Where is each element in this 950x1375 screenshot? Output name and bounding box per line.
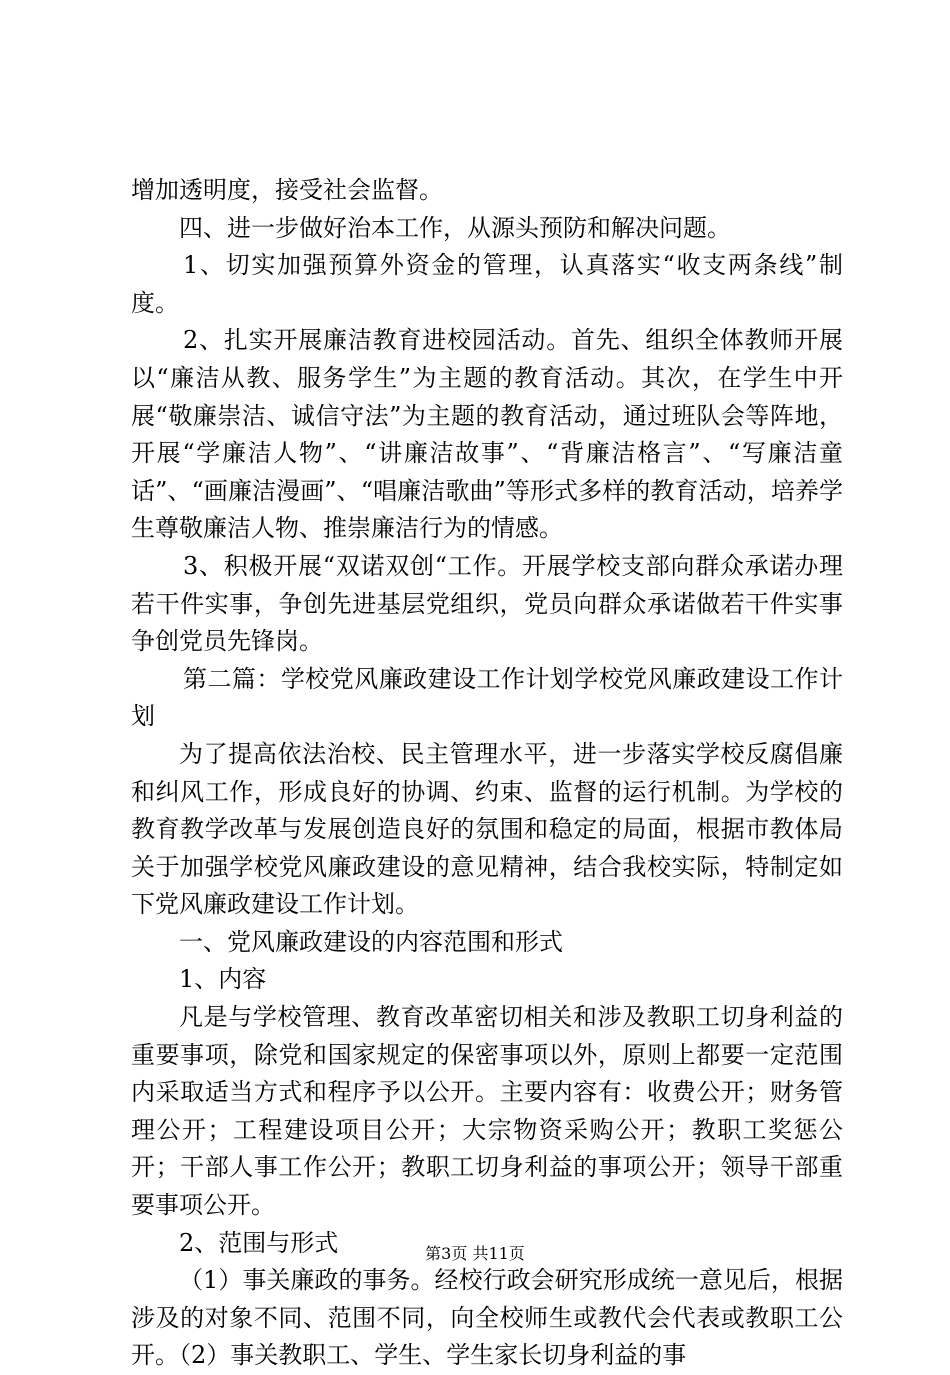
paragraph-item-1: 1、切实加强预算外资金的管理，认真落实“收支两条线”制度。	[131, 251, 843, 317]
page-number: 第3页 共11页	[425, 1244, 525, 1263]
subheading-scope: 2、范围与形式	[179, 1228, 339, 1257]
section-heading-4: 四、进一步做好治本工作，从源头预防和解决问题。	[179, 213, 731, 242]
paragraph-item-3: 3、积极开展“双诺双创“工作。开展学校支部向群众承诺办理若干件实事，争创先进基层党组织，党员向群众承诺做若干件实事争创党员先锋岗。	[131, 551, 843, 656]
paragraph-item-2: 2、扎实开展廉洁教育进校园活动。首先、组织全体教师开展以“廉洁从教、服务学生”为主题的教育活动。其次，在学生中开展“敬廉崇洁、诚信守法”为主题的教育活动，通过班队会等阵地，开展“学廉洁人物”、“讲廉洁故事”、“背廉洁格言”、“写廉洁童话”、“画廉洁漫画”、“唱廉洁歌曲”等形式多样的教育活动，培养学生尊敬廉洁人物、推崇廉洁行为的情感。	[131, 326, 843, 543]
paragraph-content: 凡是与学校管理、教育改革密切相关和涉及教职工切身利益的重要事项，除党和国家规定的保密事项以外，原则上都要一定范围内采取适当方式和程序予以公开。主要内容有：收费公开；财务管理公开；工程建设项目公开；大宗物资采购公开；教职工奖惩公开；干部人事工作公开；教职工切身利益的事项公开；领导干部重要事项公开。	[131, 1003, 843, 1220]
paragraph-continuation: 增加透明度，接受社会监督。	[131, 176, 443, 204]
section-heading-1: 一、党风廉政建设的内容范围和形式	[179, 927, 563, 956]
paragraph-scope: （1）事关廉政的事务。经校行政会研究形成统一意见后，根据涉及的对象不同、范围不同，向全校师生或教代会代表或教职工公开。（2）事关教职工、学生、学生家长切身利益的事	[131, 1266, 843, 1370]
chapter-title: 第二篇：学校党风廉政建设工作计划学校党风廉政建设工作计划	[131, 664, 843, 731]
paragraph-intro: 为了提高依法治校、民主管理水平，进一步落实学校反腐倡廉和纠风工作，形成良好的协调、约束、监督的运行机制。为学校的教育教学改革与发展创造良好的氛围和稳定的局面，根据市教体局关于加强学校党风廉政建设的意见精神，结合我校实际，特制定如下党风廉政建设工作计划。	[131, 739, 843, 919]
subheading-content: 1、内容	[179, 965, 267, 994]
document-body	[131, 172, 843, 1375]
